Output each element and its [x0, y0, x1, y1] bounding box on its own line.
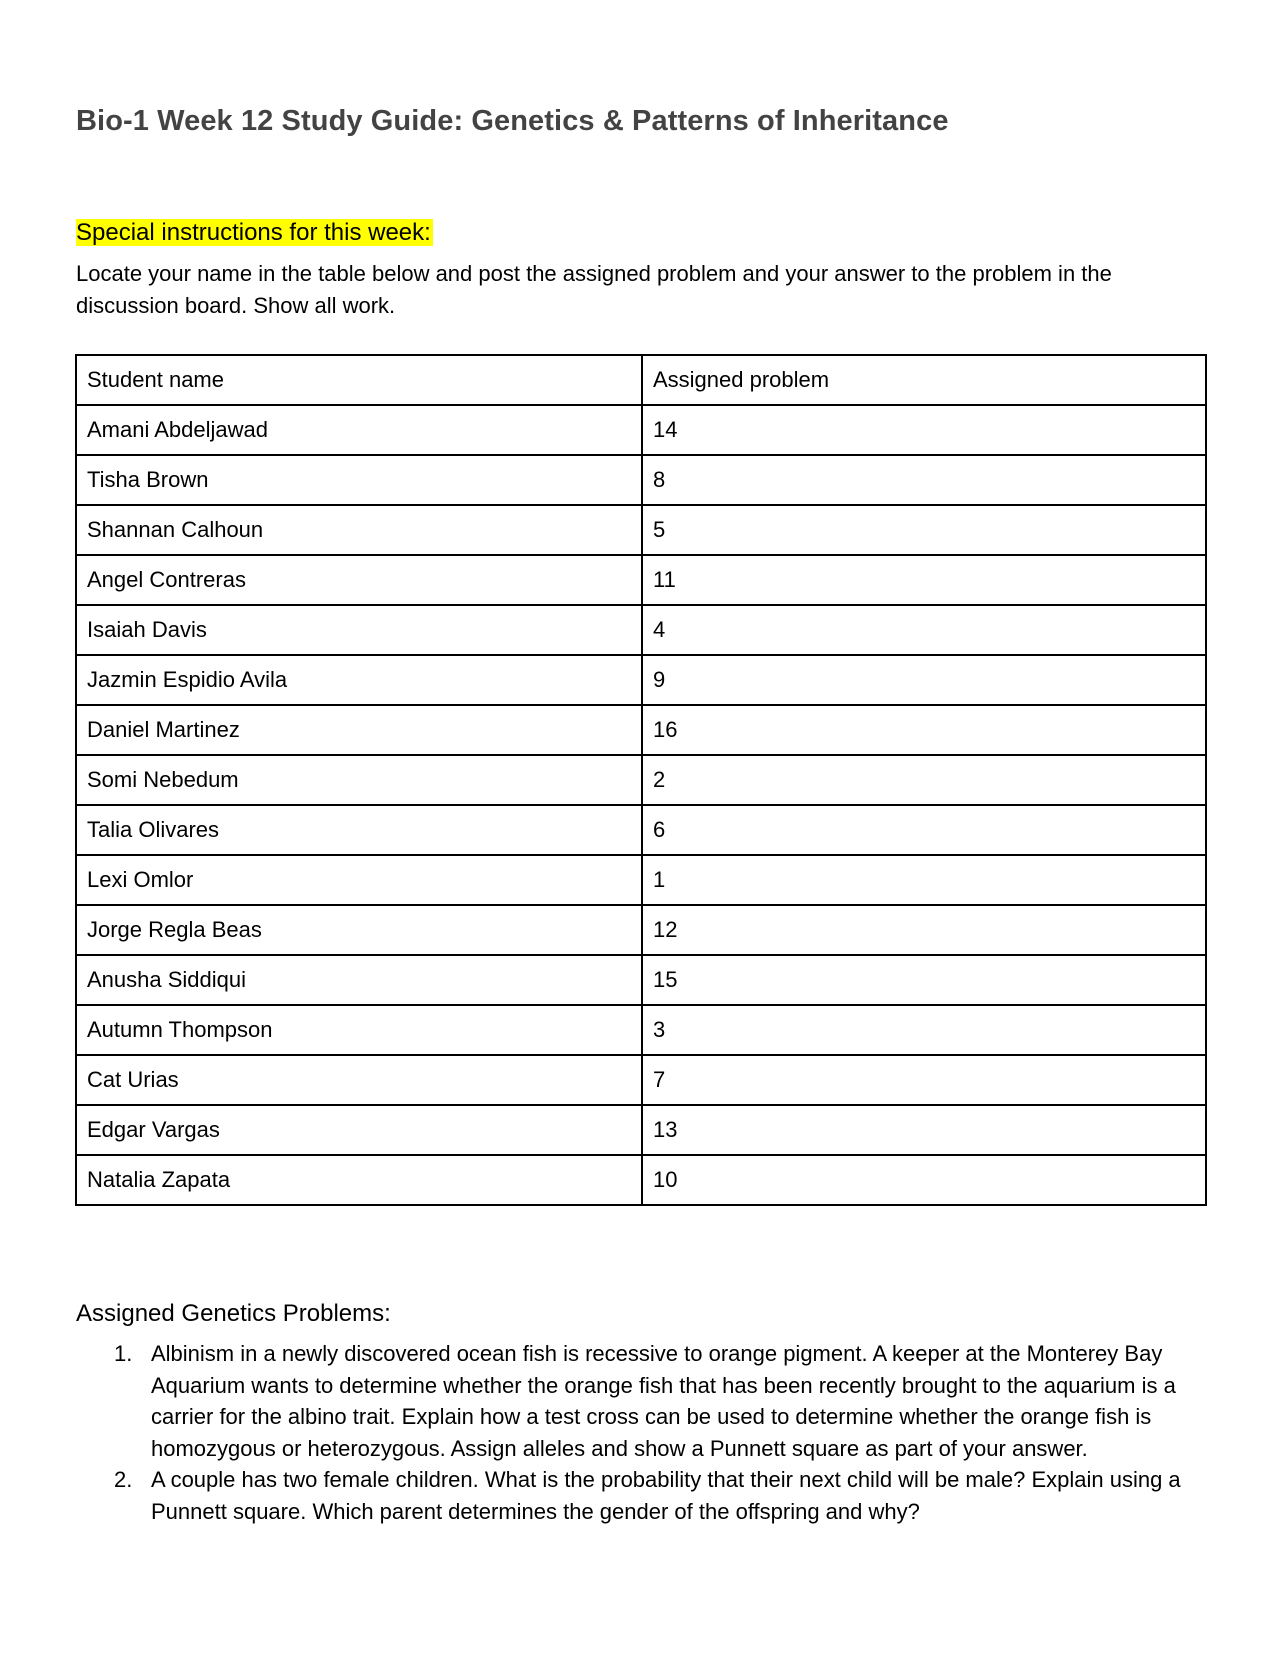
student-name-cell: Tisha Brown: [76, 455, 642, 505]
student-name-cell: Cat Urias: [76, 1055, 642, 1105]
table-row: [76, 1055, 1206, 1105]
table-row: [76, 405, 1206, 455]
list-item: [76, 1464, 1206, 1527]
table-row: [76, 855, 1206, 905]
special-instructions-label: [76, 217, 433, 249]
student-name-cell: Angel Contreras: [76, 555, 642, 605]
problem-number-cell: 3: [642, 1005, 1206, 1055]
student-name-cell: Natalia Zapata: [76, 1155, 642, 1205]
problem-number-cell: 4: [642, 605, 1206, 655]
problem-number-cell: 13: [642, 1105, 1206, 1155]
student-name-cell: Daniel Martinez: [76, 705, 642, 755]
table-header-row: [76, 355, 1206, 405]
student-name-cell: Jorge Regla Beas: [76, 905, 642, 955]
student-name-cell: Jazmin Espidio Avila: [76, 655, 642, 705]
problem-number-cell: 7: [642, 1055, 1206, 1105]
problem-number-cell: 9: [642, 655, 1206, 705]
table-row: [76, 1105, 1206, 1155]
header-student-name: Student name: [76, 355, 642, 405]
highlighted-text: Special instructions for this week:: [76, 219, 431, 246]
student-name-cell: Isaiah Davis: [76, 605, 642, 655]
problem-number-cell: 5: [642, 505, 1206, 555]
table-row: [76, 955, 1206, 1005]
problem-number-cell: 11: [642, 555, 1206, 605]
list-item: [76, 1338, 1206, 1464]
student-name-cell: Shannan Calhoun: [76, 505, 642, 555]
table-row: [76, 655, 1206, 705]
problem-text: Albinism in a newly discovered ocean fish is recessive to orange pigment. A keeper at the Monterey Bay Aquarium wants to determine whether the orange fish that has been recently brought to the aquarium is a carrier for the albino trait. Explain how a test cross can be used to determine whether the orange fish is homozygous or heterozygous. Assign alleles and show a Punnett square as part of your answer.: [151, 1341, 1176, 1461]
table-row: [76, 555, 1206, 605]
table-row: [76, 755, 1206, 805]
problem-number-cell: 14: [642, 405, 1206, 455]
problem-number: 1.: [114, 1341, 133, 1366]
student-name-cell: Anusha Siddiqui: [76, 955, 642, 1005]
table-row: [76, 805, 1206, 855]
assignment-table: [75, 354, 1207, 1206]
problem-number-cell: 10: [642, 1155, 1206, 1205]
problem-number-cell: 2: [642, 755, 1206, 805]
student-name-cell: Somi Nebedum: [76, 755, 642, 805]
problems-list: [76, 1338, 1206, 1527]
problem-number-cell: 16: [642, 705, 1206, 755]
student-name-cell: Amani Abdeljawad: [76, 405, 642, 455]
problem-number-cell: 8: [642, 455, 1206, 505]
table-row: [76, 1155, 1206, 1205]
header-assigned-problem: Assigned problem: [642, 355, 1206, 405]
table-row: [76, 705, 1206, 755]
instructions-text: Locate your name in the table below and post the assigned problem and your answer to the problem in the discussion board. Show all work.: [76, 261, 1112, 318]
problem-text: A couple has two female children. What is the probability that their next child will be male? Explain using a Punnett square. Which parent determines the gender of the offspring and why?: [151, 1467, 1181, 1524]
student-name-cell: Edgar Vargas: [76, 1105, 642, 1155]
table-row: [76, 905, 1206, 955]
problem-number-cell: 15: [642, 955, 1206, 1005]
page-title: Bio-1 Week 12 Study Guide: Genetics & Patterns of Inheritance: [76, 105, 949, 137]
table-row: [76, 1005, 1206, 1055]
table-row: [76, 505, 1206, 555]
table-row: [76, 455, 1206, 505]
problem-number-cell: 1: [642, 855, 1206, 905]
problem-number-cell: 12: [642, 905, 1206, 955]
student-name-cell: Talia Olivares: [76, 805, 642, 855]
table-row: [76, 605, 1206, 655]
student-name-cell: Lexi Omlor: [76, 855, 642, 905]
problem-number: 2.: [114, 1467, 133, 1492]
problems-heading: Assigned Genetics Problems:: [76, 1300, 391, 1327]
problem-number-cell: 6: [642, 805, 1206, 855]
student-name-cell: Autumn Thompson: [76, 1005, 642, 1055]
